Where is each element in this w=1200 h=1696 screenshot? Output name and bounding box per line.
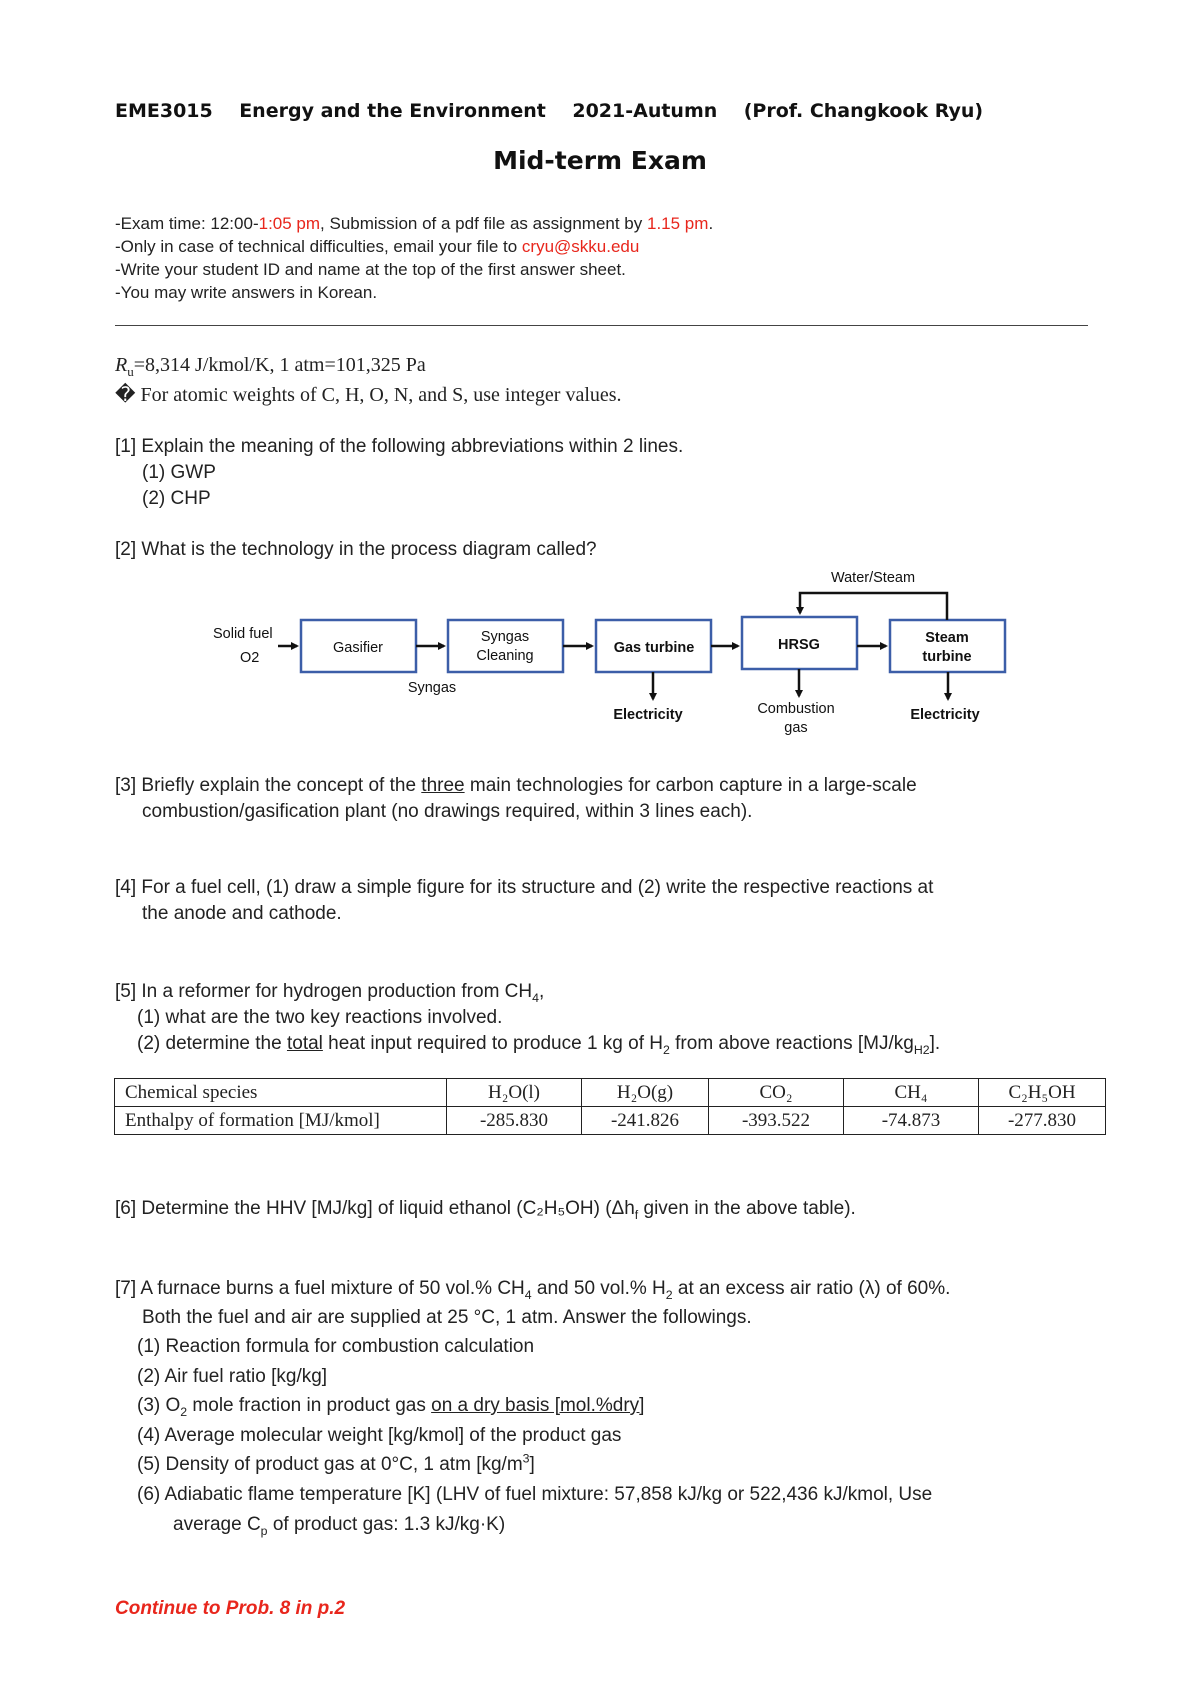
question-1: [1] Explain the meaning of the following abbreviations within 2 lines. [115,436,684,457]
table-cell: -393.522 [709,1107,844,1135]
cleaning-label-1: Syngas [480,629,530,645]
steam-label-2: turbine [922,649,972,665]
steam-label-1: Steam [925,630,969,646]
question-1-item-1: (1) GWP [142,462,216,483]
constant-line-2: � For atomic weights of C, H, O, N, and S, use integer values. [115,384,622,406]
question-7-item-6: (6) Adiabatic flame temperature [K] (LHV of fuel mixture: 57,858 kJ/kg or 522,436 kJ/kmol, Use [137,1484,933,1505]
question-6: [6] Determine the HHV [MJ/kg] of liquid ethanol (C₂H₅OH) ($\Delta h_f$ given in the above table). [115,1198,856,1222]
exam-end-time: 1:05 pm [258,214,321,233]
question-7: [7] A furnace burns a fuel mixture of 50 vol.% $CH_4$ and 50 vol.% $H_2$ at an excess air ratio (λ) of 60%. [115,1278,951,1302]
gas-turbine-label: Gas turbine [613,640,695,656]
table-row [115,1107,1106,1135]
question-5-item-1: (1) what are the two key reactions involved. [137,1007,503,1028]
question-5: [5] In a reformer for hydrogen production from $CH_4$, [115,981,545,1005]
instruction-line-3: -Write your student ID and name at the top of the first answer sheet. [115,260,626,279]
continue-note: Continue to Prob. 8 in p.2 [115,1598,346,1619]
input-o2: O2 [240,650,260,666]
question-7-item-3: (3) $O_2$ mole fraction in product gas on a dry basis [mol.%dry] [137,1395,645,1419]
question-1-item-2: (2) CHP [142,488,211,509]
syngas-cleaning-box [448,620,563,672]
instruction-line-1: -Exam time: 12:00-1:05 pm, Submission of a pdf file as assignment by 1.15 pm. [115,214,714,233]
table-cell: -285.830 [447,1107,582,1135]
question-7-line-2: Both the fuel and air are supplied at 25 °C, 1 atm. Answer the followings. [142,1307,752,1328]
page-title: Mid-term Exam [493,146,707,175]
instruction-line-2: -Only in case of technical difficulties, email your file to cryu@skku.edu [115,237,640,256]
process-diagram [0,560,1200,740]
question-7-item-6-cont: average $C_p$ of product gas: 1.3 kJ/kg·K) [173,1514,506,1538]
email-link[interactable]: cryu@skku.edu [521,237,640,256]
question-2: [2] What is the technology in the process diagram called? [115,539,597,560]
table-cell: CH₄ [844,1079,979,1107]
instruction-line-4: -You may write answers in Korean. [115,283,378,302]
question-7-item-1: (1) Reaction formula for combustion calculation [137,1336,535,1357]
table-cell: H₂O(l) [447,1079,582,1107]
electricity-label-2: Electricity [910,707,980,723]
table-cell: -277.830 [979,1107,1106,1135]
input-solid-fuel: Solid fuel [213,626,273,642]
question-4: [4] For a fuel cell, (1) draw a simple figure for its structure and (2) write the respective reactions at the anode and cathode. [115,877,934,924]
table-cell: Enthalpy of formation [MJ/kmol] [115,1107,447,1135]
combustion-label-2: gas [784,720,808,736]
table-row [115,1079,1106,1107]
question-3: [3] Briefly explain the concept of the three main technologies for carbon capture in a large-scale combustion/gasification plant (no drawings required, within 3 lines each). [115,775,917,822]
table-cell: C₂H₅OH [979,1079,1106,1107]
question-7-item-4: (4) Average molecular weight [kg/kmol] of the product gas [137,1425,622,1446]
water-steam-label: Water/Steam [830,570,916,586]
table-cell: H₂O(g) [582,1079,709,1107]
enthalpy-table [114,1078,1106,1135]
syngas-label: Syngas [407,680,457,696]
constant-line-1: $R_u=8,314$ J/kmol/K, 1 atm=101,325 Pa [115,354,426,379]
question-7-item-5: (5) Density of product gas at 0°C, 1 atm $[kg/m^3]$ [137,1451,535,1475]
cleaning-label-2: Cleaning [476,648,534,664]
table-cell: -241.826 [582,1107,709,1135]
electricity-label-1: Electricity [613,707,683,723]
table-cell: -74.873 [844,1107,979,1135]
question-7-item-2: (2) Air fuel ratio [kg/kg] [137,1366,328,1387]
hrsg-label: HRSG [778,637,820,653]
course-header: EME3015 Energy and the Environment 2021-Autumn (Prof. Changkook Ryu) [115,100,984,122]
submission-time: 1.15 pm [647,214,709,233]
missing-glyph-icon: � [115,384,136,406]
table-cell: Chemical species [115,1079,447,1107]
divider [115,325,1088,326]
table-cell: CO₂ [709,1079,844,1107]
question-5-item-2: (2) determine the total heat input required to produce 1 kg of $H_2$ from above reactions $[MJ/kg_{H2}]$. [137,1033,941,1057]
combustion-label-1: Combustion [757,701,835,717]
gasifier-label: Gasifier [333,640,383,656]
